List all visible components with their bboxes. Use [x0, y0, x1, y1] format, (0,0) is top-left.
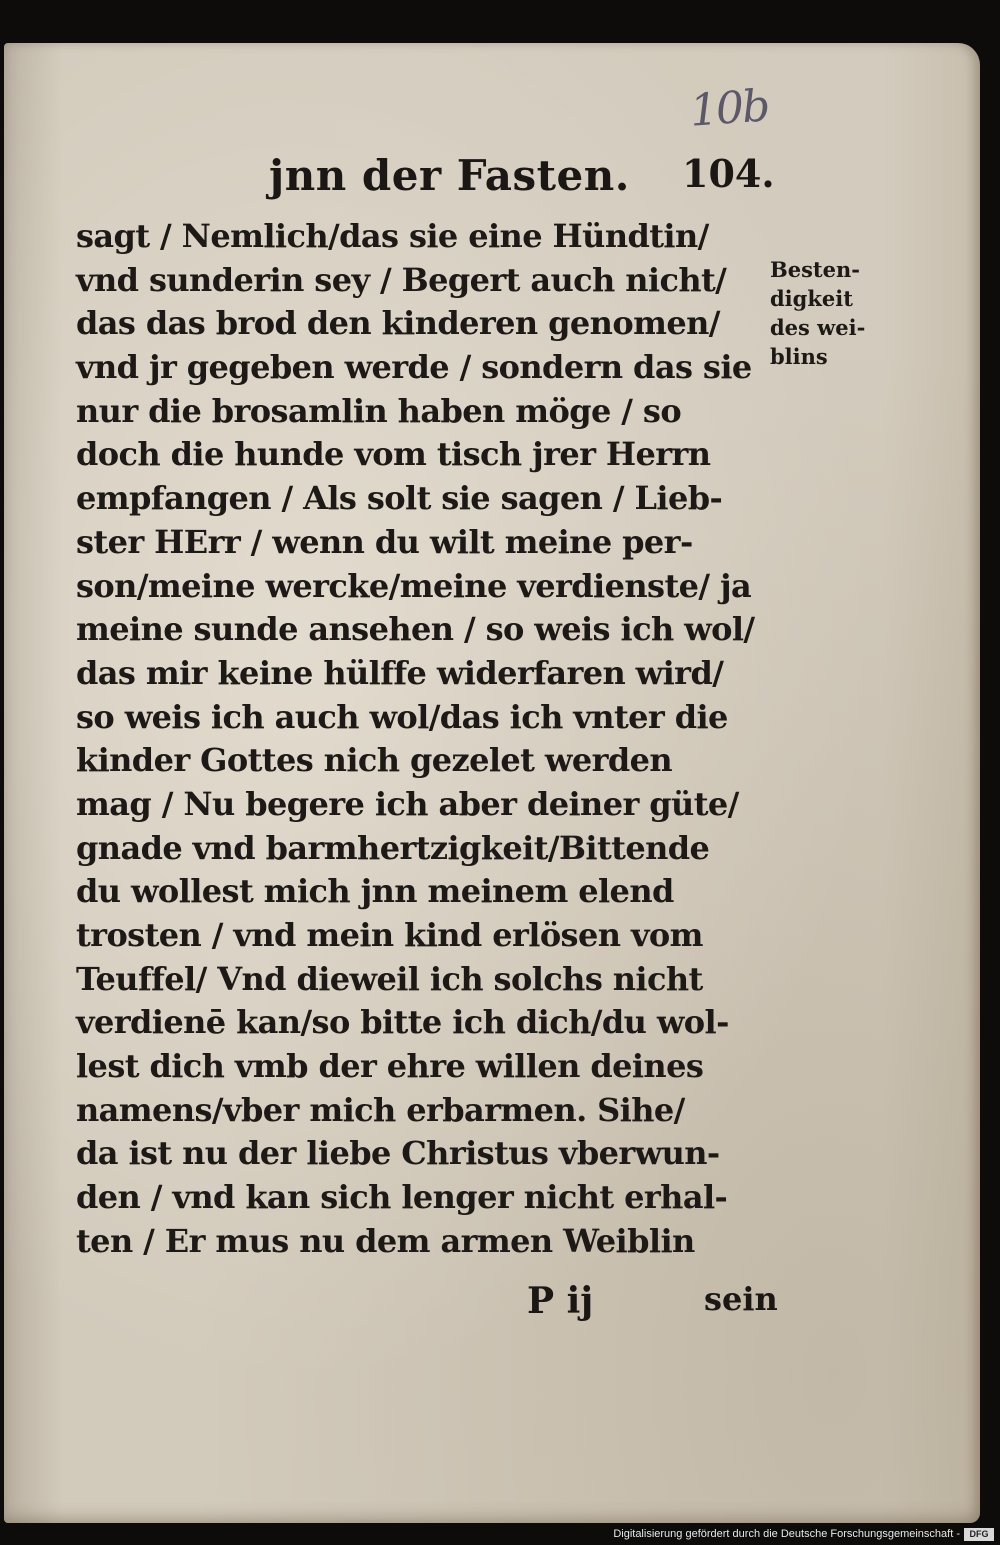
marginal-note-line: Besten-: [770, 257, 860, 282]
text-line: empfangen / Als solt sie sagen / Lieb-: [76, 479, 723, 518]
text-line: Teuffel/ Vnd dieweil ich solchs nicht: [76, 959, 703, 998]
book-page: [4, 43, 980, 1523]
marginal-note-line: blins: [770, 344, 828, 369]
text-line: doch die hunde vom tisch jrer Herrn: [76, 435, 711, 474]
signature-mark: P ij: [527, 1280, 594, 1322]
text-line: lest dich vmb der ehre willen deines: [76, 1047, 704, 1086]
running-head: jnn der Fasten.: [269, 151, 630, 200]
text-line: ster HErr / wenn du wilt meine per-: [76, 522, 693, 561]
handwritten-folio-number: 10b: [688, 80, 770, 137]
catchword: sein: [704, 1280, 778, 1318]
marginal-note-line: des wei-: [770, 315, 866, 340]
text-line: mag / Nu begere ich aber deiner güte/: [76, 784, 739, 823]
text-line: meine sunde ansehen / so weis ich wol/: [76, 610, 755, 649]
text-line: den / vnd kan sich lenger nicht erhal-: [76, 1178, 728, 1217]
text-line: vnd sunderin sey / Begert auch nicht/: [76, 260, 727, 299]
text-line: vnd jr gegeben werde / sondern das sie: [76, 348, 752, 387]
marginal-note-line: digkeit: [770, 286, 853, 311]
text-line: namens/vber mich erbarmen. Sihe/: [76, 1090, 685, 1129]
text-line: son/meine wercke/meine verdienste/ ja: [76, 566, 752, 605]
marginal-note: [770, 255, 865, 371]
text-line: verdienē kan/so bitte ich dich/du wol-: [76, 1003, 729, 1042]
dfg-logo: DFG: [964, 1528, 994, 1541]
text-line: da ist nu der liebe Christus vberwun-: [76, 1134, 720, 1173]
digitization-credit: Digitalisierung gefördert durch die Deutsche Forschungsgemeinschaft -: [613, 1528, 960, 1540]
text-line: trosten / vnd mein kind erlösen vom: [76, 916, 703, 954]
text-line: kinder Gottes nich gezelet werden: [76, 741, 673, 780]
text-line: das das brod den kinderen genomen/: [76, 304, 720, 343]
body-text: [76, 215, 766, 1264]
text-line: du wollest mich jnn meinem elend: [76, 872, 674, 911]
text-line: gnade vnd barmhertzigkeit/Bittende: [76, 828, 710, 867]
text-line: sagt / Nemlich/das sie eine Hündtin/: [76, 217, 709, 255]
page-number: 104.: [682, 151, 775, 196]
text-line: so weis ich auch wol/das ich vnter die: [76, 697, 728, 736]
text-line: das mir keine hülffe widerfaren wird/: [76, 653, 724, 692]
text-line: nur die brosamlin haben möge / so: [76, 391, 682, 430]
text-line: ten / Er mus nu dem armen Weiblin: [76, 1221, 695, 1260]
